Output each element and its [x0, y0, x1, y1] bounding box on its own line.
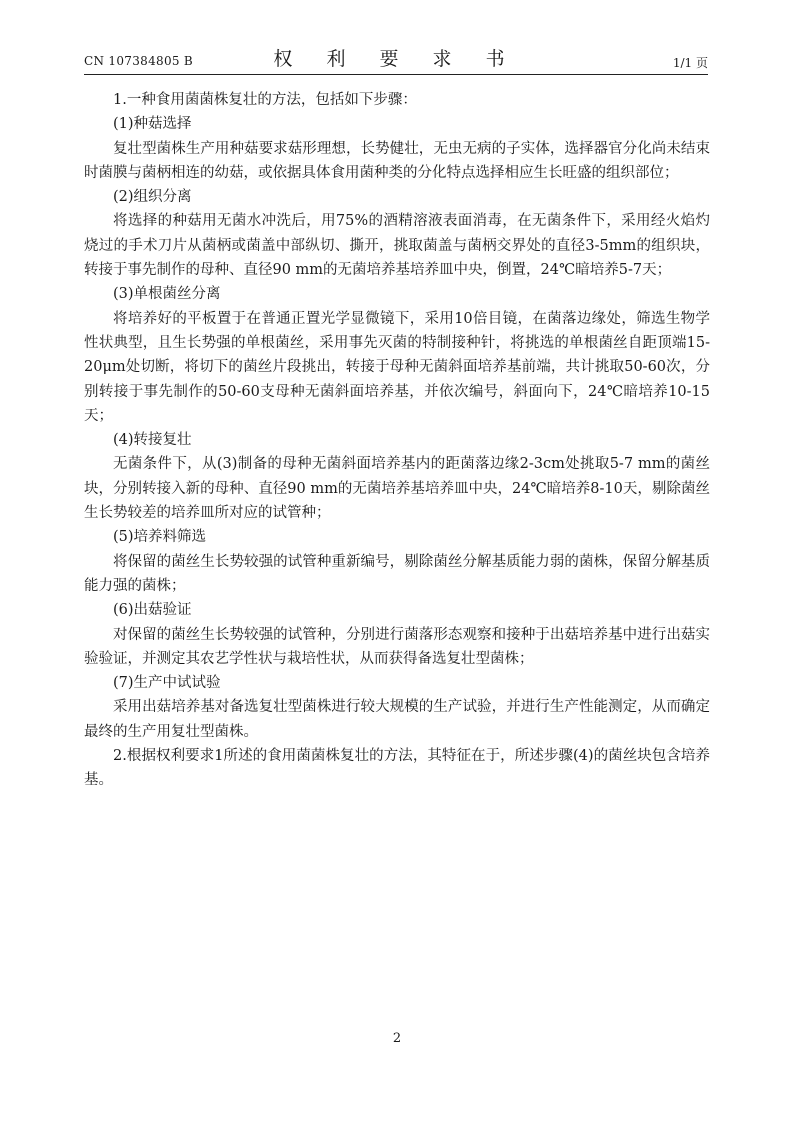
step-6-text: 对保留的菌丝生长势较强的试管种，分别进行菌落形态观察和接种于出菇培养基中进行出菇实验验证，并测定其农艺学性状与栽培性状，从而获得备选复壮型菌株； [84, 626, 710, 667]
step-5-text: 将保留的菌丝生长势较强的试管种重新编号，剔除菌丝分解基质能力弱的菌株，保留分解基质能力强的菌株； [84, 553, 710, 594]
step-6-title: (6)出菇验证 [113, 602, 192, 619]
step-4-title: (4)转接复壮 [113, 432, 192, 449]
claim-1-intro: 1.一种食用菌菌株复壮的方法，包括如下步骤： [113, 92, 417, 108]
step-7-text: 采用出菇培养基对备选复壮型菌株进行较大规模的生产试验，并进行生产性能测定，从而确定最终的生产用复壮型菌株。 [84, 699, 710, 740]
page-header [84, 44, 708, 74]
page-indicator: 1/1 页 [672, 56, 708, 70]
claim-2: 2.根据权利要求1所述的食用菌菌株复壮的方法，其特征在于，所述步骤(4)的菌丝块包含培养基。 [84, 748, 710, 789]
step-2-text: 将选择的种菇用无菌水冲洗后，用75%的酒精溶液表面消毒，在无菌条件下，采用经火焰灼烧过的手术刀片从菌柄或菌盖中部纵切、撕开，挑取菌盖与菌柄交界处的直径3-5mm的组织块，转接于事先制作的母种、直径90 mm的无菌培养基培养皿中央，倒置，24℃暗培养5-7天； [84, 213, 710, 279]
step-5-title: (5)培养料筛选 [113, 529, 207, 546]
step-1-title: (1)种菇选择 [113, 116, 192, 133]
header-divider [84, 74, 708, 75]
step-3-title: (3)单根菌丝分离 [113, 286, 221, 303]
claims-body [84, 88, 710, 793]
step-4-text: 无菌条件下，从(3)制备的母种无菌斜面培养基内的距菌落边缘2-3cm处挑取5-7 mm的菌丝块，分别转接入新的母种、直径90 mm的无菌培养基培养皿中央，24℃暗培养8-10天，剔除菌丝生长势较差的培养皿所对应的试管种； [84, 456, 710, 522]
step-3-text: 将培养好的平板置于在普通正置光学显微镜下，采用10倍目镜，在菌落边缘处，筛选生物学性状典型，且生长势强的单根菌丝，采用事先灭菌的特制接种针，将挑选的单根菌丝自距顶端15-20μm处切断，将切下的菌丝片段挑出，转接于母种无菌斜面培养基前端，共计挑取50-60次，分别转接于事先制作的50-60支母种无菌斜面培养基，并依次编号，斜面向下，24℃暗培养10-15天； [84, 310, 710, 424]
step-2-title: (2)组织分离 [113, 189, 192, 206]
step-7-title: (7)生产中试试验 [113, 675, 221, 692]
step-1-text: 复壮型菌株生产用种菇要求菇形理想，长势健壮，无虫无病的子实体，选择器官分化尚未结束时菌膜与菌柄相连的幼菇，或依据具体食用菌种类的分化特点选择相应生长旺盛的组织部位； [84, 140, 710, 181]
page-number: 2 [392, 1031, 402, 1046]
document-title: 权 利 要 求 书 [273, 48, 519, 70]
patent-number: CN 107384805 B [84, 54, 194, 68]
